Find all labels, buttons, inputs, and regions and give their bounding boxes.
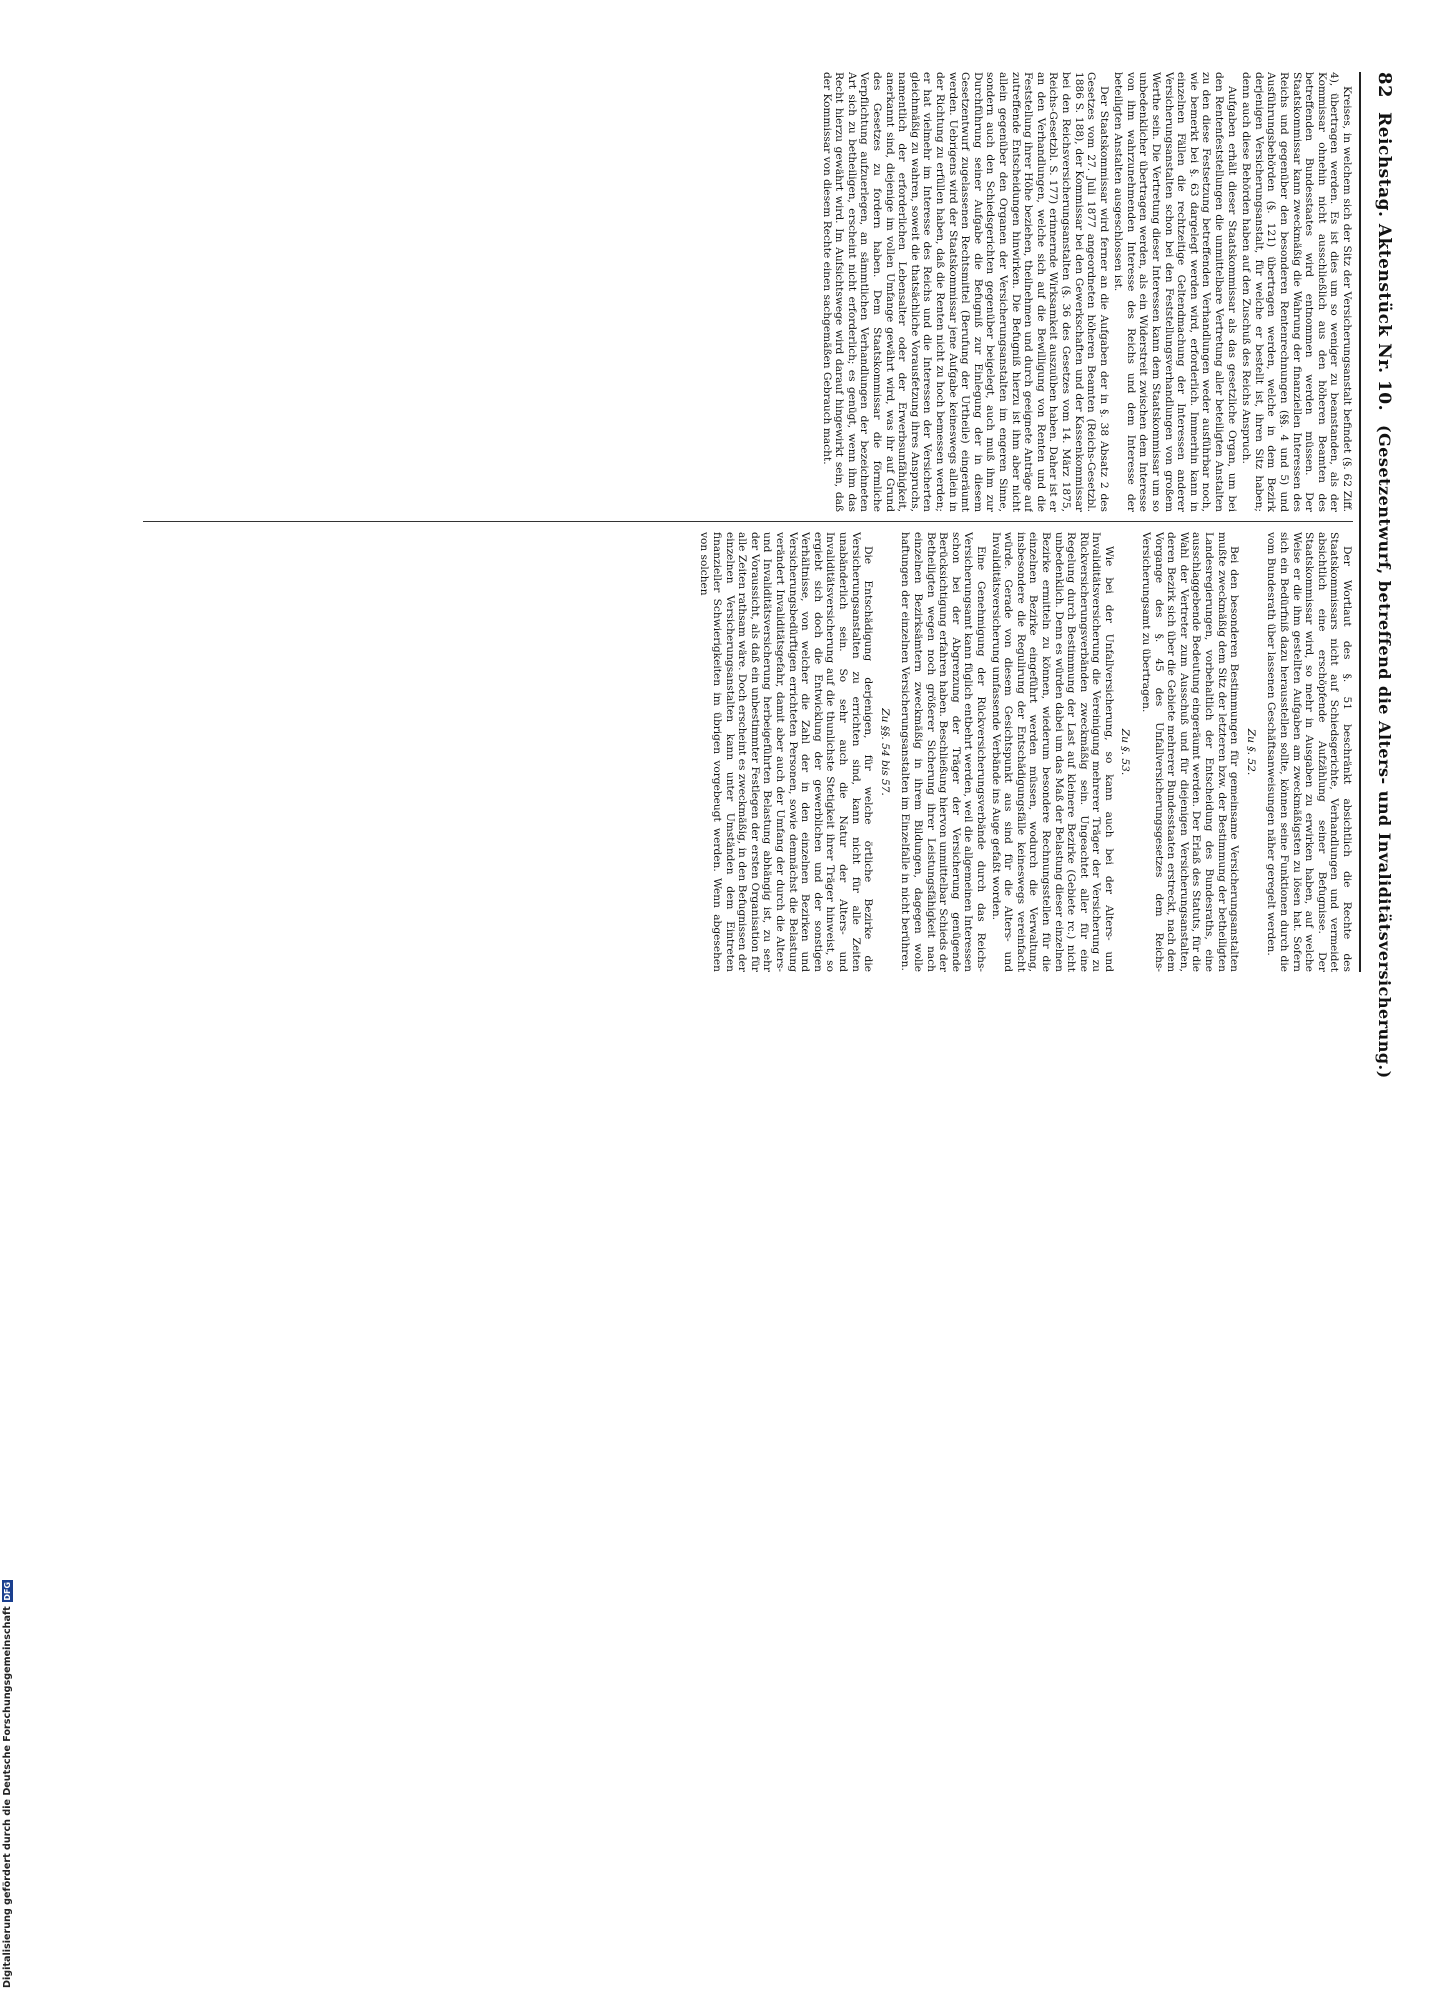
page-header <box>1365 72 1395 1079</box>
paragraph: Die Entschädigung derjenigen, für welche örtliche Bezirke die Versicherungsanstalten zu errichten sind, kann nicht für alle Zeiten unabänderlich sein. So sehr auch die Natur der Alters- und Invaliditätsversicherung auf die thunlichste Stetigkeit ihrer Träger hinweist, so ergiebt sich doch die Entwicklung der gewerblichen und der sonstigen Verhältnisse, von welcher die Zahl der in den einzelnen Bezirken und Versicherungsbedürftigen errichteten Personen, sowie demnächst die Belastung verändert Invaliditätsgefahr, damit aber auch der Umfang der durch die Alters- und Invaliditätsversicherung herbeigeführten Belastung abhängig ist, zu sehr der Voraussicht, als daß ein unbestimmter Festlegen der ersten Organisation für alle Zeiten rathsam wäre. Doch erscheint es zweckmäßig, in den Befugnissen der einzelnen Versicherungsanstalten kann unter Umständen dem Eintreten finanzieller Schwierigkeiten im übrigen vorgebeugt werden. Wenn abgesehen von solchen <box>698 532 875 972</box>
header-rule <box>1359 72 1361 972</box>
paragraph: Der Staatskommissar wird ferner an die Aufgaben der in §. 38 Absatz 2 des Gesetzes vom 27. Juli 1877 angeordneten höheren Beamten (Reichs-Gesetzbl. 1886 S. 188), der Kommissar bei den Gewerkschaften und der Kassenkommissar bei den Reichsversicherungsanstalten (§. 36 des Gesetzes vom 14. März 1875, Reichs-Gesetzbl. S. 177) erinnernde Wirksamkeit auszuüben haben. Daher ist er an den Verhandlungen, welche sich auf die Bewilligung von Renten und die Feststellung ihrer Höhe beziehen, theilnehmen und durch geeignete Anträge auf zutreffende Entscheidungen hinwirken. Die Befugniß hierzu ist ihm aber nicht allein gegenüber den Organen der Versicherungsanstalten im engeren Sinne, sondern auch den Schiedsgerichten gegenüber beigelegt, auch muß ihm zur Durchführung seiner Aufgabe die Befugniß zur Einlegung der in diesem Gesetzentwurf zugelassenen Rechtsmittel (Berufung der Urtheile) eingeräumt werden. Uebrigens wird der Staatskommissar jene Aufgabe keineswegs allein in der Richtung zu erfüllen haben, daß die Renten nicht zu hoch bemessen werden; er hat vielmehr im Interesse des Reichs und die Interessen der Versicherten gleichmäßig zu wahren, soweit die thatsächliche Vorausfetzung ihres Anspruchs, namentlich der erforderlichen Lebensalter oder der Erwerbsunfähigkeit, anerkannt sind, diejenige im vollen Umfange gewährt wird, was ihr auf Grund des Gesetzes zu fordern haben. Dem Staatskommissar die förmliche Verpflichtung aufzuerlegen, an sämmtlichen Verhandlungen der bezeichneten Art sich zu betheiligen, erscheint nicht erforderlich; es genügt, wenn ihm das Recht hierzu gewährt wird. Im Aufsichtswege wird darauf hingewirkt sein, daß der Kommissar von diesem Rechte einen sachgemäßen Gebrauch macht. <box>820 72 1110 512</box>
digitization-footer <box>0 1000 14 2000</box>
page-number: 82 <box>1374 72 1395 99</box>
left-column <box>133 72 1353 512</box>
dfg-logo-icon: DFG <box>2 1581 12 1601</box>
paragraph: Kreises, in welchem sich der Sitz der Versicherungsanstalt befindet (§. 62 Ziff. 4), übertragen werden. Es ist dies um so weniger zu beanstanden, als der Kommissar ohnehin nicht ausschließlich aus den höheren Beamten des betreffenden Bundesstaates wird entnommen werden müssen. Der Staatskommissar kann zweckmäßig die Wahrung der finanziellen Interessen des Reichs und gegenüber den besonderen Rentenrechnungen (§§. 4 und 5) und Ausführungsbehörden (§. 121) übertragen werden, welche in dem Bezirk derjenigen Versicherungsanstalt, für welche er bestellt ist, ihren Sitz haben; denn auch diese Behörden haben auf den Zuschuß des Reichs Anspruch. <box>1240 72 1353 512</box>
paragraph: Der Wortlaut des §. 51 beschränkt absichtlich die Rechte des Staatskommissars nicht auf Schiedsgerichte, Verhandlungen und vermeidet absichtlich eine erschöpfende Aufzählung seiner Befugnisse. Der Staatskommissar wird, so mehr in Ausgaben zu erwirken haben, auf welche Weise er die ihm gestellten Aufgaben am zweckmäßigsten zu lösen hat. Sofern sich ein Bedürfniß dazu herausstellen sollte, können seine Funktionen durch die vom Bundesrath über lassenen Geschäftsanweisungen näher geregelt werden. <box>1265 532 1353 972</box>
page-title: Reichstag. Aktenstück Nr. 10. <box>1374 112 1394 412</box>
right-column <box>133 532 1353 972</box>
digitization-credit: Digitalisierung gefördert durch die Deutsche Forschungsgemeinschaft <box>1 1606 13 1988</box>
page-subtitle: (Gesetzentwurf, betreffend die Alters- und Invaliditätsversicherung.) <box>1375 425 1394 1079</box>
section-heading-54-57: Zu §§. 54 bis 57. <box>878 708 891 796</box>
paragraph: Aufgaben erhält dieser Staatskommissar als das gesetzliche Organ, um bei den Rentenfeststellungen die unmittelbare Vertretung aller beteiligten Anstalten zu den diese Festsetzung betreffenden Verhandlungen weder ausführbar noch, wie bemerkt bei §. 63 dargelegt werden wird, erforderlich. Immerhin kann in einzelnen Fällen die rechtzeitige Geltendmachung der Interessen anderer Versicherungsanstalten schon bei den Feststellungsverhandlungen von großem Werthe sein. Die Vertretung dieser Interessen kann dem Staatskommissar um so unbedenklicher übertragen werden, als ein Widerstreit zwischen dem Interesse von ihm wahrzunehmenden Interesse des Reichs und dem Interesse der beteiligten Anstalten ausgeschlossen ist. <box>1112 72 1238 512</box>
section-heading-52: Zu §. 52. <box>1244 728 1257 776</box>
paragraph: Bei den besonderen Bestimmungen für gemeinsame Versicherungsanstalten mußte zweckmäßig dem Sitz der letzteren bzw. der Bestimmung der betheiligten Landesregierungen, vorbehaltlich der Entscheidung des Bundesraths, eine ausschlaggebende Bedeutung eingeräumt werden. Der Erlaß des Statuts, für die Wahl der Vertreter zum Ausschuß und für diejenigen Versicherungsanstalten, deren Bezirk sich über die Gebiete mehrerer Bundesstaaten erstreckt, nach dem Vorgange des §. 45 des Unfallversicherungsgesetzes dem Reichs-Versicherungsamt zu übertragen. <box>1140 532 1241 972</box>
section-heading-53: Zu §. 53. <box>1119 728 1132 776</box>
paragraph: Eine Genehmigung der Rückversicherungsverbände durch das Reichs-Versicherungsamt kann füglich entbehrt werden, weil die allgemeinen Interessen schon bei der Abgrenzung der Träger der Versicherung genügende Berücksichtigung erfahren haben. Beschließung hiervon unmittelbar Schieds der Betheiligten wegen noch größerer Sicherung ihrer Leistungsfähigkeit nach einzelnen Bezirksämtern zweckmäßig in ihrem Bildungen, dagegen wolle haftungen der einzelnen Versicherungsanstalten im Einzelfalle in nicht berühren. <box>899 532 987 972</box>
column-divider <box>143 521 1353 522</box>
paragraph: Wie bei der Unfallversicherung, so kann auch bei der Alters- und Invaliditätsversicherung die Vereinigung mehrerer Träger der Versicherung zu Rückversicherungsverbänden zweckmäßig sein. Ungeachtet aller für eine Regelung durch Bestimmung der Last auf kleinere Bezirke (Gebiete rc.) nicht unbedenklich. Denn es würden dabei um das Maß der Belastung dieser einzelnen Bezirke ermitteln zu können, wiederum besondere Rechnungsstellen für die einzelnen Bezirke eingeführt werden müssen, wodurch die Verwaltung, insbesondere die Regulirung der Entschädigungsfälle keineswegs vereinfacht würde. Gerade von diesem Gesichtspunkt aus sind für die Alters- und Invaliditätsversicherung umfassende Verbände ins Auge gefaßt worden. <box>989 532 1115 972</box>
document-page <box>125 72 1395 1079</box>
